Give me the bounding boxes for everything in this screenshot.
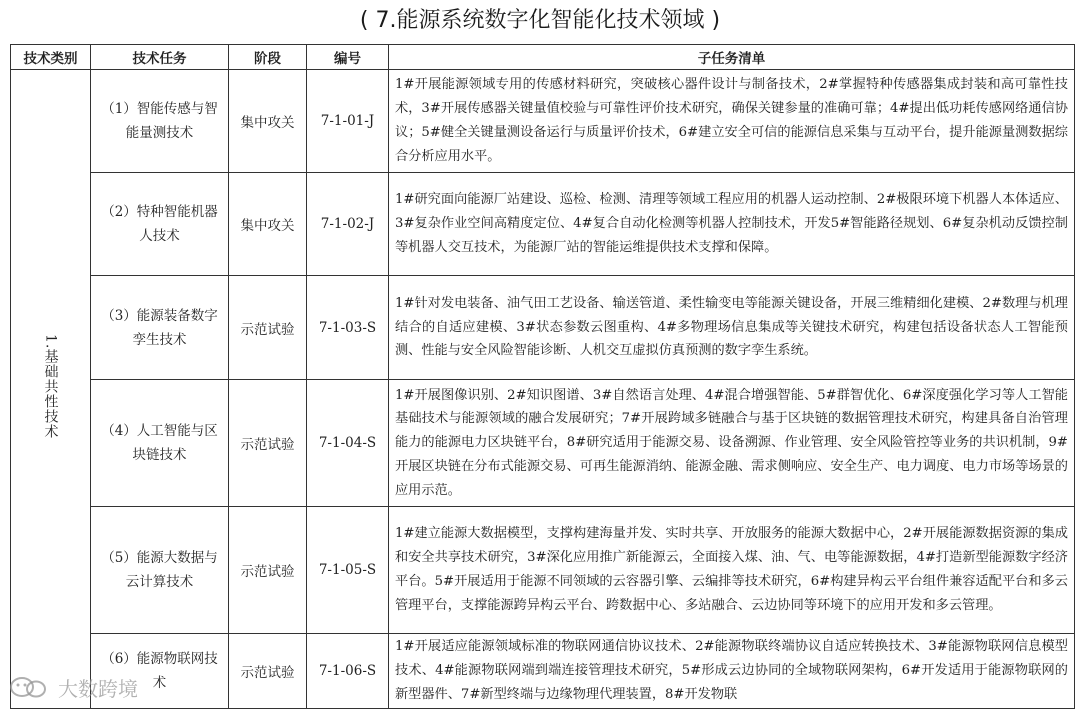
task-name: （2）特种智能机器人技术 <box>91 173 229 276</box>
task-name: （3）能源装备数字孪生技术 <box>91 276 229 380</box>
table-row <box>11 173 1075 276</box>
task-name: （4）人工智能与区块链技术 <box>91 380 229 507</box>
task-code: 7-1-05-S <box>307 507 389 634</box>
header-stage: 阶段 <box>229 45 307 70</box>
task-code: 7-1-06-S <box>307 634 389 709</box>
task-stage: 示范试验 <box>229 380 307 507</box>
table-row <box>11 70 1075 173</box>
watermark-text: 大数跨境 <box>58 676 138 701</box>
task-subtasks-cell <box>389 634 1075 709</box>
task-stage: 集中攻关 <box>229 70 307 173</box>
task-stage: 示范试验 <box>229 276 307 380</box>
header-category: 技术类别 <box>11 45 91 70</box>
task-stage: 集中攻关 <box>229 173 307 276</box>
wechat-logo-icon <box>8 674 52 700</box>
task-stage: 示范试验 <box>229 634 307 709</box>
task-stage: 示范试验 <box>229 507 307 634</box>
task-name: （1）智能传感与智能量测技术 <box>91 70 229 173</box>
task-code: 7-1-02-J <box>307 173 389 276</box>
page-title: ( 7.能源系统数字化智能化技术领域 ) <box>359 8 721 33</box>
table-row <box>11 634 1075 709</box>
watermark <box>8 672 138 702</box>
task-name: （5）能源大数据与云计算技术 <box>91 507 229 634</box>
task-subtasks: 1#开展能源领域专用的传感材料研究，突破核心器件设计与制备技术，2#掌握特种传感器集成封装和高可靠性技术，3#开展传感器关键量值校验与可靠性评价技术研究，确保关键参量的准确可靠；4#提出低功耗传感网络通信协议；5#健全关键量测设备运行与质量评价技术，6#建立安全可信的能源信息采集与互动平台，提升能源量测数据综合分析应用水平。 <box>389 70 1075 173</box>
table-row <box>11 507 1075 634</box>
tech-table <box>10 44 1075 709</box>
task-subtasks: 1#针对发电装备、油气田工艺设备、输送管道、柔性输变电等能源关键设备，开展三维精细化建模、2#数理与机理结合的自适应建模、3#状态参数云图重构、4#多物理场信息集成等关键技术研究，构建包括设备状态人工智能预测、性能与安全风险智能诊断、人机交互虚拟仿真预测的数字孪生系统。 <box>389 276 1075 380</box>
category-cell <box>11 70 91 709</box>
task-code: 7-1-03-S <box>307 276 389 380</box>
table-row <box>11 380 1075 507</box>
task-code: 7-1-04-S <box>307 380 389 507</box>
task-name: （6）能源物联网技术 <box>91 634 229 709</box>
task-subtasks: 1#开展图像识别、2#知识图谱、3#自然语言处理、4#混合增强智能、5#群智优化、6#深度强化学习等人工智能基础技术与能源领域的融合发展研究；7#开展跨域多链融合与基于区块链的数据管理技术研究，构建具备自治管理能力的能源电力区块链平台，8#研究适用于能源交易、设备溯源、作业管理、安全风险管控等业务的共识机制，9#开展区块链在分布式能源交易、可再生能源消纳、能源金融、需求侧响应、安全生产、电力调度、电力市场等场景的应用示范。 <box>389 380 1075 507</box>
header-subtasks: 子任务清单 <box>389 45 1075 70</box>
header-code: 编号 <box>307 45 389 70</box>
table-header-row <box>11 45 1075 70</box>
task-subtasks: 1#研究面向能源厂站建设、巡检、检测、清理等领域工程应用的机器人运动控制、2#极限环境下机器人本体适应、3#复杂作业空间高精度定位、4#复合自动化检测等机器人控制技术，开发5#智能路径规划、6#复杂机动反馈控制等机器人交互技术，为能源厂站的智能运维提供技术支撑和保障。 <box>389 173 1075 276</box>
table-row <box>11 276 1075 380</box>
task-subtasks: 1#开展适应能源领域标准的物联网通信协议技术、2#能源物联终端协议自适应转换技术、3#能源物联网信息模型技术、4#能源物联网端到端连接管理技术研究，5#形成云边协同的全域物联网架构，6#开发适用于能源物联网的新型器件、7#新型终端与边缘物理代理装置，8#开发物联 <box>395 639 1068 702</box>
header-task: 技术任务 <box>91 45 229 70</box>
task-subtasks: 1#建立能源大数据模型，支撑构建海量并发、实时共享、开放服务的能源大数据中心，2#开展能源数据资源的集成和安全共享技术研究，3#深化应用推广新能源云，全面接入煤、油、气、电等能源数据，4#打造新型能源数字经济平台。5#开展适用于能源不同领域的云容器引擎、云编排等技术研究，6#构建异构云平台组件兼容适配平台和多云管理平台，支撑能源跨异构云平台、跨数据中心、多站融合、云边协同等环境下的应用开发和多云管理。 <box>389 507 1075 634</box>
task-code: 7-1-01-J <box>307 70 389 173</box>
category-label: 1.基础共性技术 <box>42 334 59 440</box>
